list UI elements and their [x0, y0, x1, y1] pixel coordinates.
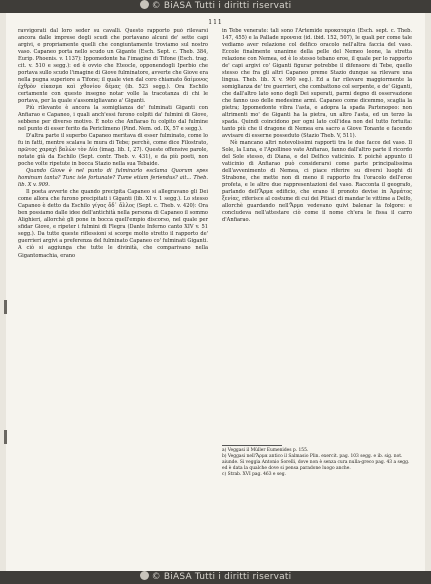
scan-edge-mark [4, 430, 7, 444]
biasa-logo-icon [140, 0, 149, 9]
document-page [6, 13, 425, 571]
right-column [222, 28, 412, 442]
footnote: b) Veggasi nell'Ἄρμα antico il Salmasio Plin. exercit. pag. 103 segg. e ib. sig. not. aiunde. Si veggia Antonio Sorelli, dove non è senza cura nulla-greco pag. 43 a segg. ed è data la qualche dove si pensa paradone luogo anche. [222, 453, 410, 471]
paragraph: Quando Giove è nel punto di fulminarlo esclama Quorum spes hominum tanta? Tunc isle fortunate? Tume etiam feriendus? ait... Theb. lib. X v. 909. [18, 168, 208, 189]
paragraph: Nè mancano altri notevolissimi rapporti tra le due facce del vaso. Il Sole, la Luna, e l'Apollineo vate Anfiarao, fanno dall'altro parte il ricordo del Sole stesso, di Diana, e del Delfico vaticinio. E poichè appunto il vaticinio di Anfiarao può considerarsi come parte principalissima dell'avvenimento di Nemea, ci piace riferire su diversi luoghi di Strabone, che mette non di meno il rapporto fra l'oracolo dell'eroe profeta, e le altre due rappresentazioni del vaso. Racconta il geografo, parlando dell'Ἄρμα edificio, che erano il pronoto devise in Ἀρμάτος ξενίας, riferisce al costume di cui dei Pitiaci di mandar le vittime a Delfo, allorchè guardando nell'Ἄρμα vedevano quivi balenar la folgore: e concludeva nell'attestare ciò come il nome ch'era le fissa il carro d'Anfiarao. [222, 140, 412, 224]
left-column [18, 28, 208, 548]
footnote: c) Strab. XVI pag. 463 e seg. [222, 471, 286, 477]
watermark-text-bottom: © BiASA Tutti i diritti riservati [151, 572, 292, 582]
page-number: 111 [208, 19, 223, 26]
paragraph: ravvigorati dal loro seder su cavalli. Questo rapporto può rilevarsi ancora dalle imprese degli scudi che portavano alcuni de' sette capi argivi, e propriamente quelli che congiuntamente troviamo sul nostro vaso. Capaneo porta nello scudo un Gigante (Esch. Sept. c. Theb. 384, Eurip. Phoenis. v. 1137): Ippomedonte ha l'imagine di Tifone (Esch. trag. cit. v. 510 e segg.): ed è ovvio che Eteocle, opponendogli Iperbio che portava sullo scudo l'imagine di Giove fulminatore, avverte che Giove era nella pugna superiore a Tifone; il quale vien dal coro chiamato δαίμονος ἐχθρὸν εἰκασμα καὶ χθονίου δέμας (ib. 523 segg.). Ora Eschilo certamente con questo insegno notar volle la tracotanza di chi le portava, per la quale s'assomigliavano a' Giganti. [18, 28, 208, 105]
watermark-banner-top [0, 0, 431, 13]
watermark-banner-bottom [0, 571, 431, 584]
footnote: a) Veggasi il Müller Eumenides p. 155. [222, 448, 309, 453]
biasa-logo-icon [140, 571, 149, 580]
paragraph: Più rilevante è ancora la somiglianza de' fulminati Giganti con Anfiarao e Capaneo, i quali anch'essi furono colpiti da' fulmini di Giove, sebbene per diverso motivo. È noto che Anfiarao fu colpito dal fulmine nel punto di esser ferito da Periclimeno (Pind. Nem. od. IX, 57 e segg.). [18, 105, 208, 133]
paragraph: D'altra parte il superbo Capaneo meritava di esser fulminato, come lo fu in fatti, mentre scalava le mura di Tebe; perchè, come dice Filostrato, πρῶτος χαραχὶ βαλὼν τὸν Δία (imag. lib. I, 27). Queste offensive parole, notate già da Eschilo (Sept. contr. Theb. v. 431), e da più poeti, non poche volte ripetute in bocca Stazio nella sua Tebaide. [18, 133, 208, 168]
paragraph: in Tebe venerate: tali sono l'Artemide προκαταρία (Esch. sept. c. Theb. 147, 455) e la Pallade προναια (id. ibid. 152, 507), le quali per come tale vediamo aver relazione col delfico oracolo nell'altra faccia del vaso. Eccole finalmente unanime della pelle del Nemeo leone, la stretta relazione con Nemea, ed è lo stesso tebano eroe, il quale per lo rapporto de' capi argivi co' Giganti figurar potrebbe il difensore di Tebe, quello stesso che fra gli altri Capaneo preme Stazio dunque sa rilevare una lingua. Theb. lib. X v. 900 seg.). Ed a far rilevare maggiormente la somiglianza de' tre guerrieri, che combattono col serpente, e de' Giganti, che dall'altro lato sono degli Dei superati, parmi degno di osservazione che fanno uso delle medesime armi. Capaneo come dicemmo, scaglia la pietra; Ippomedonte vibra l'asta, e adopra la spada Partenopeo: non altrimenti mo' de Giganti ha la pietra, un altro l'asta, ed un terzo la spada. Quindi coincidono per ogni lato coll'idea non del tutto fortuita: tanto più che il dragone di Nemea era sacro a Giove Tonante e facendo avvisare di esserne posseduto (Stazio Theb. V, 511). [222, 28, 412, 140]
paragraph: Il poeta avverte che quando precipita Capaneo si allegravano gli Dei come allora che furono precipitati i Giganti (lib. XI v. 1 segg.). Lo stesso Capaneo è detto da Eschilo γίγας ὅδ᾽ ἄλλος (Sept. c. Theb. v. 420): Ora ben possiamo dalle idee dell'antichità nella persona di Capaneo il sommo Alighieri, allorchè gli pone in bocca quell'empio discorso, nel quale per sfidar Giove, e ripeter i fulmini di Flegra (Dante Inferno canto XIV v. 51 segg.). Da tutte queste riflessioni si scorge molto stretto il rapporto de' guerrieri argivi a preferenza del fulminato Capaneo co' fulminati Giganti. A ciò si aggiunga che tutte le divinità, che comparivano nella Gigantomachia, erano [18, 189, 208, 259]
scan-edge-mark [4, 300, 7, 314]
watermark-text-top: © BiASA Tutti i diritti riservati [151, 1, 292, 11]
footnote-rule [222, 445, 282, 446]
footnotes [222, 445, 412, 478]
